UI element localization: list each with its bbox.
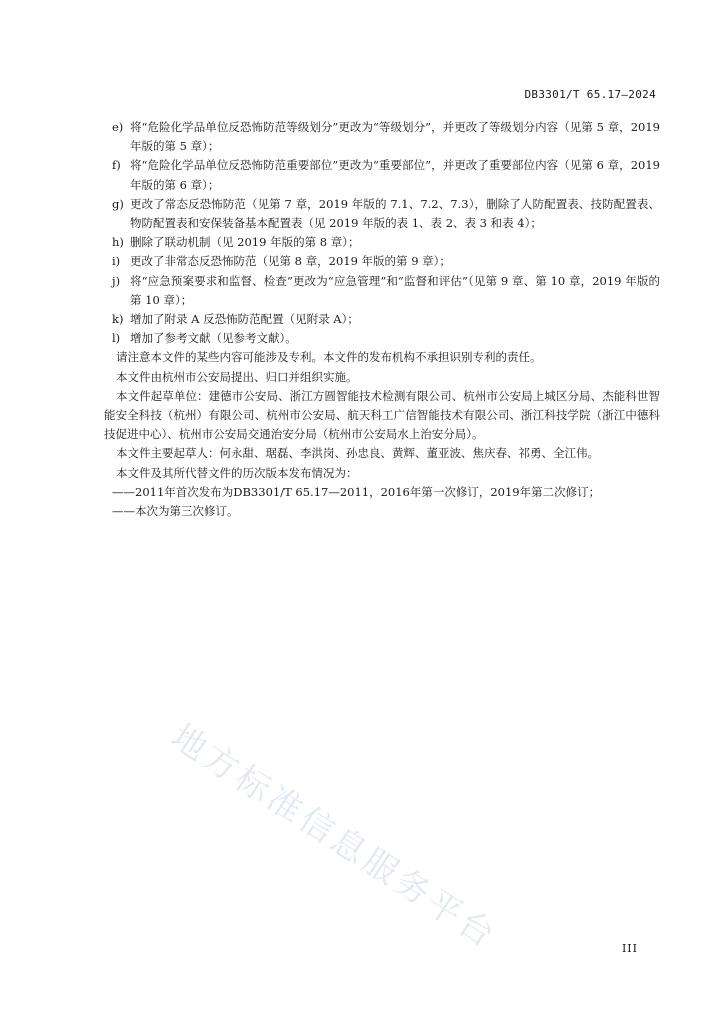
list-item-text: 更改了非常态反恐怖防范（见第 8 章，2019 年版的第 9 章）； xyxy=(130,254,451,269)
list-item-text: 增加了参考文献（见参考文献）。 xyxy=(130,331,297,346)
list-item-label: h) xyxy=(112,235,124,250)
main-drafters: 本文件主要起草人：何永甜、琚磊、李洪岗、孙忠良、黄辉、董亚波、焦庆春、祁勇、全江伟。 xyxy=(116,446,599,461)
list-item-label: i) xyxy=(112,254,121,269)
patent-notice: 请注意本文件的某些内容可能涉及专利。本文件的发布机构不承担识别专利的责任。 xyxy=(116,350,542,365)
list-item xyxy=(104,310,660,329)
version-history-item: ——本次为第三次修订。 xyxy=(112,504,239,519)
list-item xyxy=(104,252,660,271)
list-item xyxy=(104,233,660,252)
document-body xyxy=(104,118,660,521)
list-item xyxy=(104,272,660,310)
list-item-label: l) xyxy=(112,331,121,346)
version-history-heading: 本文件及其所代替文件的历次版本发布情况为： xyxy=(116,465,358,480)
watermark: 地方标准信息服务平台 xyxy=(163,716,505,958)
list-item xyxy=(104,118,660,156)
list-item-text: 将“应急预案要求和监督、检查”更改为“应急管理”和“监督和评估”（见第 9 章、第 10 章，2019 年版的第 10 章）； xyxy=(130,273,660,307)
list-item xyxy=(104,195,660,233)
list-item-label: j) xyxy=(112,273,121,288)
drafting-units: 本文件起草单位：建德市公安局、浙江方圆智能技术检测有限公司、杭州市公安局上城区分局、杰能科世智能安全科技（杭州）有限公司、杭州市公安局、航天科工广信智能技术有限公司、浙江科技学院（浙江中德科技促进中心）、杭州市公安局交通治安分局（杭州市公安局水上治安分局）。 xyxy=(104,388,660,442)
list-item-text: 更改了常态反恐怖防范（见第 7 章，2019 年版的 7.1、7.2、7.3），删除了人防配置表、技防配置表、物防配置表和安保装备基本配置表（见 2019 年版的表 1、表 2、表 3 和表 4）； xyxy=(130,196,660,231)
list-item-label: f) xyxy=(112,158,121,173)
list-item-text: 将“危险化学品单位反恐怖防范等级划分”更改为“等级划分”，并更改了等级划分内容（见第 5 章，2019 年版的第 5 章）； xyxy=(130,120,660,154)
list-item-label: k) xyxy=(112,312,124,327)
version-history-item: ——2011年首次发布为DB3301/T 65.17—2011，2016年第一次修订，2019年第二次修订； xyxy=(112,484,601,499)
list-item-text: 删除了联动机制（见 2019 年版的第 8 章）； xyxy=(130,235,360,250)
document-id: DB3301/T 65.17—2024 xyxy=(524,88,656,101)
proposer-statement: 本文件由杭州市公安局提出、归口并组织实施。 xyxy=(116,369,358,384)
list-item-text: 将“危险化学品单位反恐怖防范重要部位”更改为“重要部位”，并更改了重要部位内容（见第 6 章，2019 年版的第 6 章）； xyxy=(130,158,660,192)
list-item-label: e) xyxy=(112,120,124,134)
page-number: III xyxy=(621,942,638,955)
list-item xyxy=(104,329,660,348)
list-item-label: g) xyxy=(112,196,124,211)
list-item xyxy=(104,156,660,194)
list-item-text: 增加了附录 A 反恐怖防范配置（见附录 A）； xyxy=(130,312,359,327)
